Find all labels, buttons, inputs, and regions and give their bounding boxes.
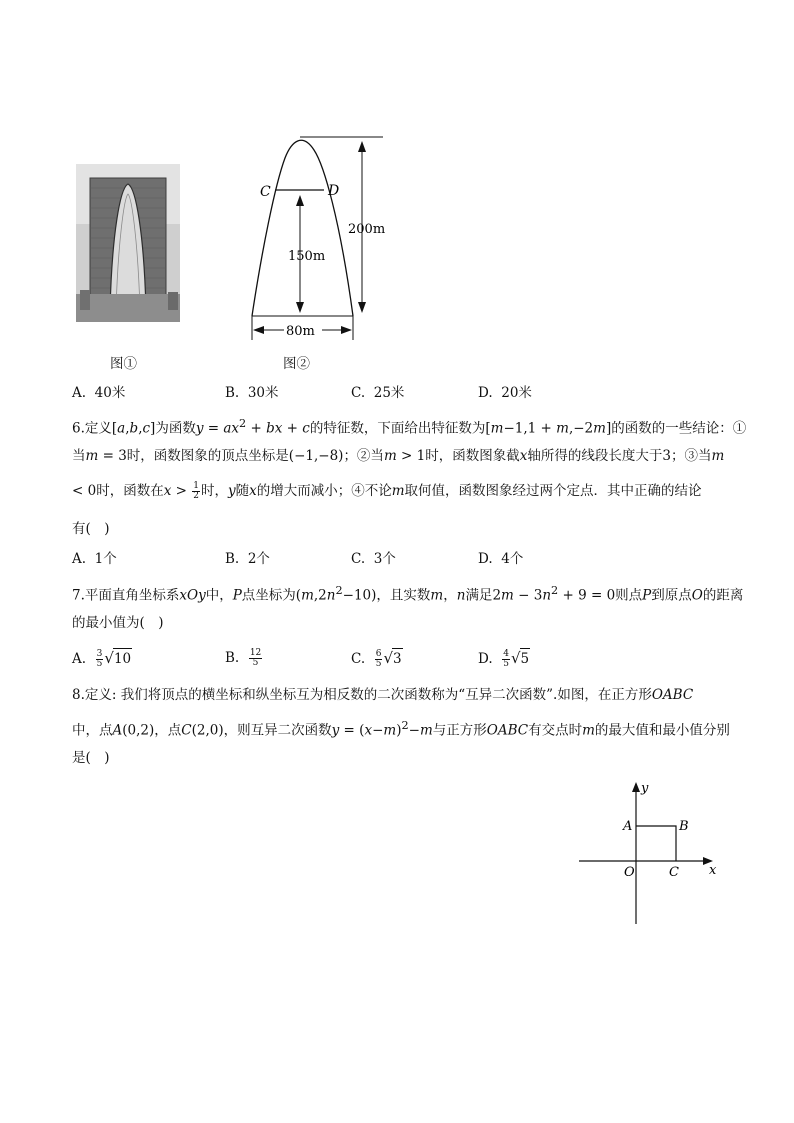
- building-photo-drawing: [76, 164, 180, 322]
- q8-line-2: 中，点A(0,2)，点C(2,0)，则互异二次函数$y = (x-m)^2-m$与正方形OABC有交点时m的最大值和最小值分别: [72, 719, 730, 739]
- q6-option-d[interactable]: D. 4个: [478, 551, 524, 567]
- label-y: y: [641, 781, 649, 796]
- q5-option-d[interactable]: D. 20米: [478, 385, 532, 401]
- q6-line-4: 有( ): [72, 521, 110, 537]
- q5-option-c[interactable]: C. 25米: [351, 385, 405, 401]
- label-x: x: [709, 863, 717, 878]
- label-80m: 80m: [286, 324, 315, 339]
- q7-line-2: 的最小值为( ): [72, 615, 164, 631]
- square-ABC: [636, 826, 676, 861]
- label-200m: 200m: [348, 222, 386, 237]
- label-150m: 150m: [288, 249, 326, 264]
- q7-option-d[interactable]: D. $\frac{4}{5}$ √5: [478, 649, 530, 669]
- label-C: C: [260, 184, 271, 200]
- q7-option-a[interactable]: A. $\frac{3}{5}$ √10: [72, 649, 132, 669]
- q7-line-1: 7.平面直角坐标系xOy中，P点坐标为$(m,2n^2-10)$，且实数m，n满足$2m - 3n^2 + 9 = 0$则点P到原点O的距离: [72, 584, 744, 604]
- q6-option-c[interactable]: C. 3个: [351, 551, 396, 567]
- q6-line-1: 6.定义[a,b,c]为函数$y = ax^2$ + bx + c的特征数，下面给出特征数为[m−1,1 + m,−2m]的函数的一些结论：①: [72, 417, 747, 437]
- q8-coordinate-diagram: [575, 778, 725, 928]
- q5-option-b[interactable]: B. 30米: [225, 385, 279, 401]
- arch-outline: [252, 140, 353, 316]
- label-D: D: [328, 183, 340, 199]
- q5-option-a[interactable]: A. 40米: [72, 385, 126, 401]
- q8-line-1: 8.定义: 我们将顶点的横坐标和纵坐标互为相反数的二次函数称为“互异二次函数”.如图，在正方形OABC: [72, 687, 694, 703]
- q6-option-b[interactable]: B. 2个: [225, 551, 270, 567]
- label-C: C: [669, 865, 679, 880]
- arch-diagram: [240, 130, 400, 345]
- q8-line-3: 是( ): [72, 750, 110, 766]
- q6-line-2: 当m = 3时，函数图象的顶点坐标是(−1,−8)；②当m > 1时，函数图象截x轴所得的线段长度大于3；③当m: [72, 448, 725, 464]
- building-photo: [76, 164, 180, 322]
- q6-line-3: < 0时，函数在x > $\frac{1}{2}$ 时，y随x的增大而减小；④不论m取何值，函数图象经过两个定点．其中正确的结论: [72, 481, 702, 501]
- label-O: O: [624, 865, 635, 880]
- q6-option-a[interactable]: A. 1个: [72, 551, 117, 567]
- label-A: A: [623, 819, 633, 834]
- q7-option-b[interactable]: B. $\frac{12}{5}$: [225, 648, 262, 668]
- figure-1-caption: 图①: [110, 356, 137, 372]
- label-B: B: [679, 819, 689, 834]
- figure-2-caption: 图②: [283, 356, 310, 372]
- q7-option-c[interactable]: C. $\frac{6}{5}$ √3: [351, 649, 402, 669]
